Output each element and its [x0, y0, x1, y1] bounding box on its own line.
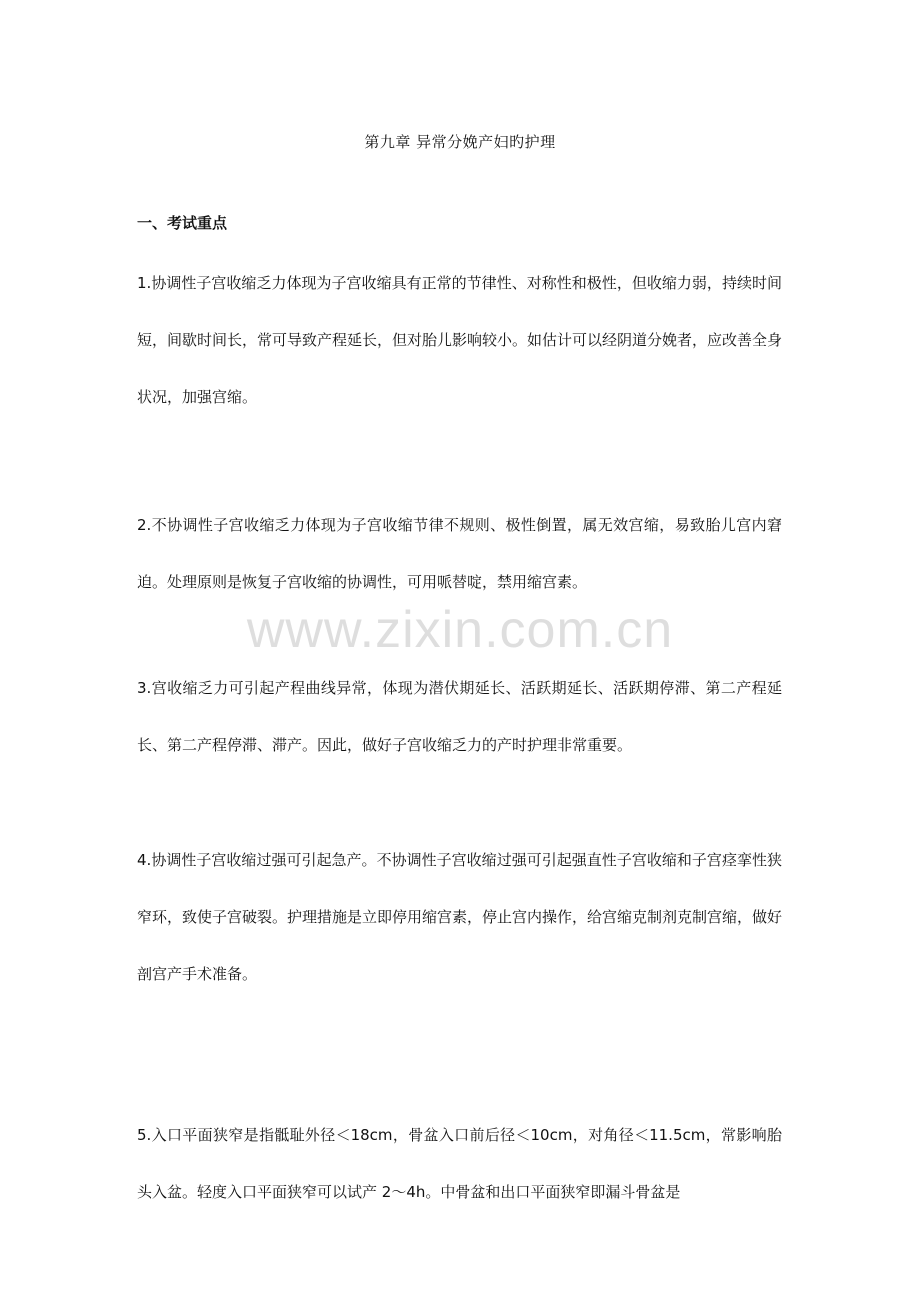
paragraph-1: 1.协调性子宫收缩乏力体现为子宫收缩具有正常的节律性、对称性和极性，但收缩力弱，持续时间短，间歇时间长，常可导致产程延长，但对胎儿影响较小。如估计可以经阴道分娩者，应改善全身状况，加强宫缩。: [137, 274, 783, 406]
paragraph-3: 3.宫收缩乏力可引起产程曲线异常，体现为潜伏期延长、活跃期延长、活跃期停滞、第二产程延长、第二产程停滞、滞产。因此，做好子宫收缩乏力的产时护理非常重要。: [137, 679, 782, 754]
chapter-title: 第九章 异常分娩产妇旳护理: [364, 133, 556, 151]
paragraph-2: 2.不协调性子宫收缩乏力体现为子宫收缩节律不规则、极性倒置，属无效宫缩，易致胎儿宫内窘迫。处理原则是恢复子宫收缩的协调性，可用哌替啶，禁用缩宫素。: [137, 516, 782, 591]
paragraph-5: 5.入口平面狭窄是指骶耻外径＜18cm，骨盆入口前后径＜10cm，对角径＜11.5cm，常影响胎头入盆。轻度入口平面狭窄可以试产 2～4h。中骨盆和出口平面狭窄即漏斗骨盆是: [137, 1126, 782, 1201]
section-heading: 一、考试重点: [137, 214, 228, 232]
paragraph-4: 4.协调性子宫收缩过强可引起急产。不协调性子宫收缩过强可引起强直性子宫收缩和子宫痉挛性狭窄环，致使子宫破裂。护理措施是立即停用缩宫素，停止宫内操作，给宫缩克制剂克制宫缩，做好剖宫产手术准备。: [137, 851, 783, 983]
watermark: www.zixin.com.cn: [246, 601, 674, 659]
